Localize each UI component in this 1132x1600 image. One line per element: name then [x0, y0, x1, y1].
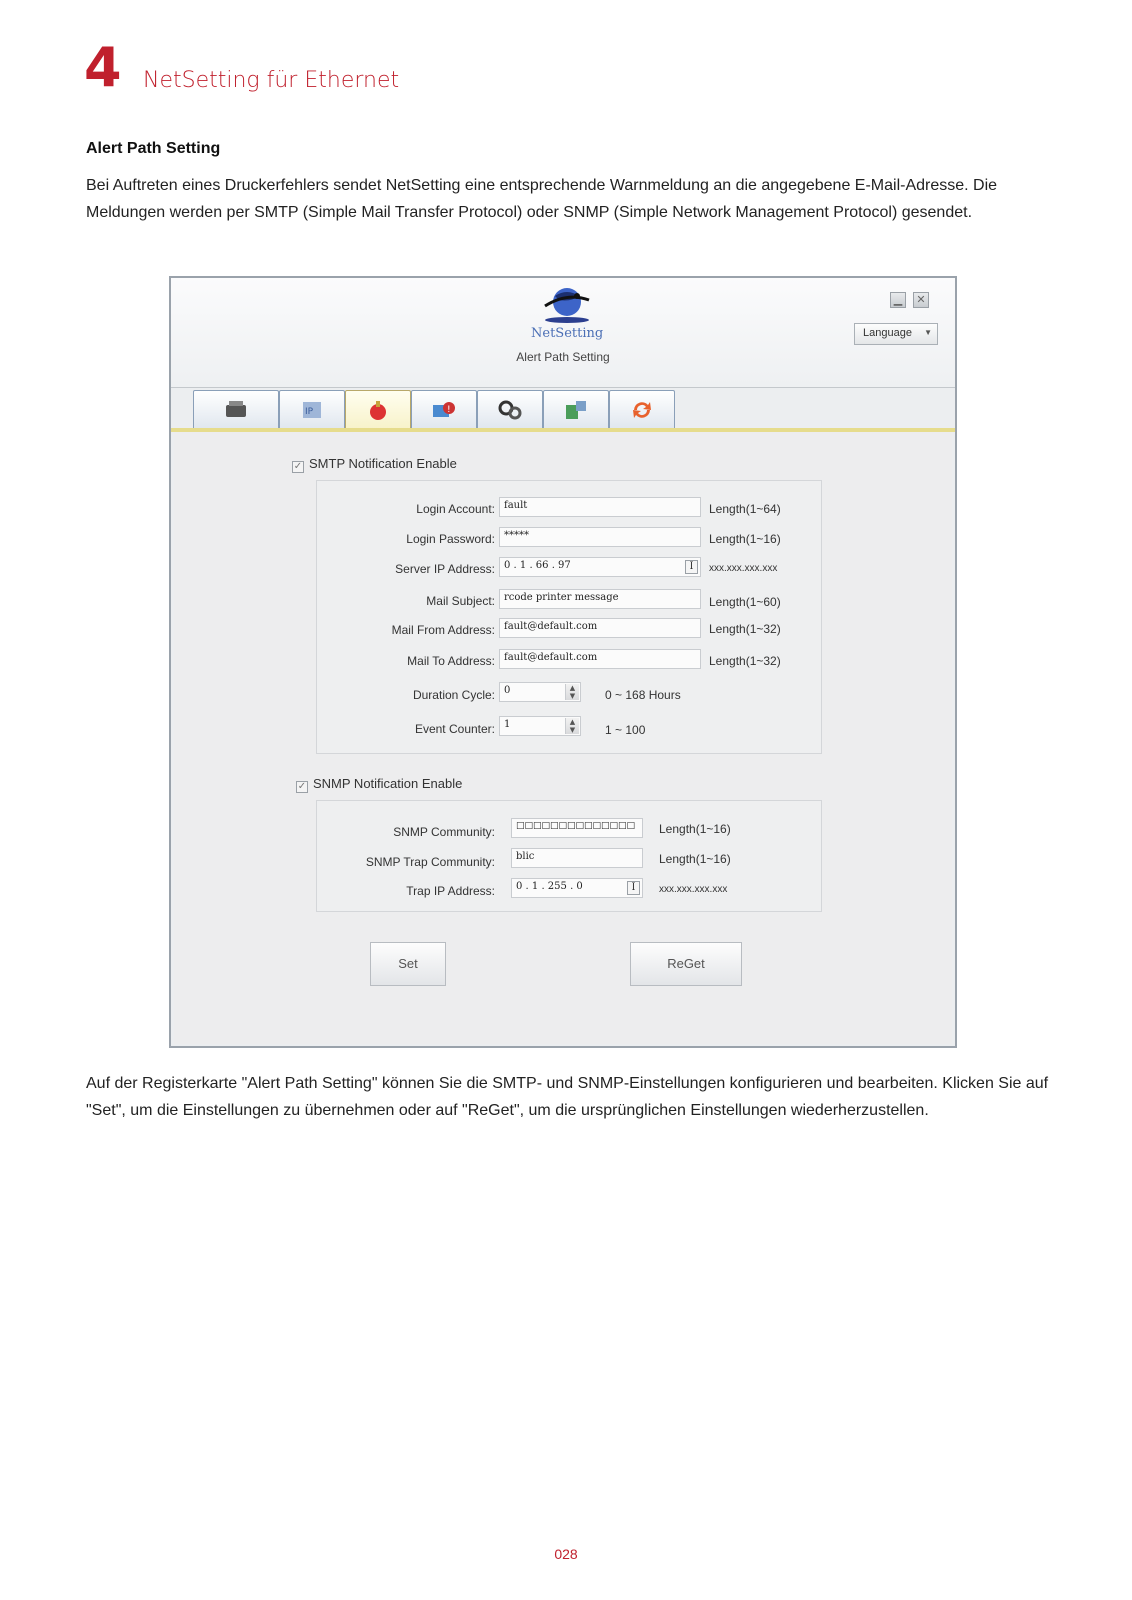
tab-wifi[interactable] [543, 390, 609, 430]
ip-setting-icon [300, 399, 324, 421]
section-title: Alert Path Setting [86, 140, 221, 157]
printer-icon [224, 399, 248, 421]
tab-configuration[interactable] [477, 390, 543, 430]
checkbox-checked-icon: ✓ [297, 781, 307, 792]
ip-cursor-icon[interactable]: I [685, 560, 698, 574]
svg-text:!: ! [447, 405, 451, 415]
svg-text:IP: IP [305, 407, 314, 417]
close-icon: ✕ [916, 294, 926, 306]
minimize-button[interactable] [890, 292, 906, 308]
event-counter-value: 1 [504, 719, 511, 730]
gear-icon [498, 399, 522, 421]
login-account-label: Login Account: [416, 502, 495, 516]
wifi-module-icon [564, 399, 588, 421]
snmp-trap-community-hint: Length(1~16) [659, 852, 731, 866]
tab-strip [171, 390, 955, 430]
login-password-hint: Length(1~16) [709, 532, 781, 546]
event-counter-label: Event Counter: [414, 722, 495, 736]
tab-alert[interactable] [345, 390, 411, 430]
duration-cycle-label: Duration Cycle: [412, 688, 495, 702]
chapter-number: 4 [84, 36, 122, 99]
chapter-title: NetSetting für Ethernet [143, 68, 400, 93]
mail-alert-icon [432, 399, 456, 421]
snmp-group [316, 800, 822, 912]
spinner-arrows-icon[interactable]: ▲ ▼ [565, 718, 579, 734]
tab-ip-setting[interactable] [279, 390, 345, 430]
set-button[interactable]: Set [370, 942, 446, 986]
alert-icon [366, 399, 390, 421]
mail-subject-input[interactable]: rcode printer message [499, 589, 701, 609]
snmp-community-label: SNMP Community: [393, 825, 495, 839]
language-label: Language [863, 327, 912, 339]
trap-ip-value: 0 . 1 . 255 . 0 [516, 881, 583, 892]
trap-ip-input[interactable] [511, 878, 643, 898]
refresh-icon [630, 399, 654, 421]
mail-to-hint: Length(1~32) [709, 654, 781, 668]
alert-path-panel [174, 432, 952, 1044]
server-ip-hint: xxx.xxx.xxx.xxx [709, 563, 778, 574]
outro-paragraph: Auf der Registerkarte "Alert Path Setting" können Sie die SMTP- und SNMP-Einstellungen konfigurieren und bearbeiten. Klicken Sie auf "Set", um die Einstellungen zu übernehmen oder auf "ReGet", um die ursprünglichen Einstellungen wiederherzustellen. [86, 1075, 1049, 1119]
mail-to-input[interactable]: fault@default.com [499, 649, 701, 669]
duration-cycle-value: 0 [504, 685, 511, 696]
intro-paragraph: Bei Auftreten eines Druckerfehlers sendet NetSetting eine entsprechende Warnmeldung an die angegebene E-Mail-Adresse. Die Meldungen werden per SMTP (Simple Mail Transfer Protocol) oder SNMP (Simple Network Management Protocol) gesendet. [86, 177, 998, 221]
login-account-hint: Length(1~64) [709, 502, 781, 516]
ip-cursor-icon[interactable]: I [627, 881, 640, 895]
login-account-input[interactable]: fault [499, 497, 701, 517]
login-password-label: Login Password: [406, 532, 495, 546]
mail-from-label: Mail From Address: [391, 623, 495, 637]
smtp-group [316, 480, 822, 754]
event-counter-hint: 1 ~ 100 [605, 723, 646, 737]
event-counter-stepper[interactable] [499, 716, 581, 736]
mail-subject-hint: Length(1~60) [709, 595, 781, 609]
snmp-enable-checkbox[interactable] [296, 776, 462, 793]
duration-cycle-hint: 0 ~ 168 Hours [605, 688, 681, 702]
duration-cycle-stepper[interactable] [499, 682, 581, 702]
snmp-community-input[interactable]: □□□□□□□□□□□□□□ [511, 818, 643, 838]
tab-mail-alert[interactable] [411, 390, 477, 430]
server-ip-input[interactable] [499, 557, 701, 577]
close-button[interactable] [913, 292, 929, 308]
smtp-enable-checkbox[interactable] [292, 456, 457, 473]
netsetting-globe-icon [537, 284, 597, 324]
login-password-input[interactable]: ***** [499, 527, 701, 547]
brand-name: NetSetting [531, 326, 604, 341]
snmp-trap-community-input[interactable]: blic [511, 848, 643, 868]
mail-from-hint: Length(1~32) [709, 622, 781, 636]
netsetting-window [169, 276, 957, 1048]
chevron-down-icon: ▼ [924, 328, 932, 337]
snmp-enable-label: SNMP Notification Enable [313, 776, 463, 791]
minimize-icon: ▁ [893, 294, 903, 306]
mail-to-label: Mail To Address: [407, 654, 495, 668]
trap-ip-label: Trap IP Address: [406, 884, 495, 898]
window-subtitle: Alert Path Setting [516, 350, 610, 364]
server-ip-value: 0 . 1 . 66 . 97 [504, 560, 571, 571]
spinner-arrows-icon[interactable]: ▲ ▼ [565, 684, 579, 700]
window-header [171, 278, 955, 388]
mail-from-input[interactable]: fault@default.com [499, 618, 701, 638]
reget-button[interactable]: ReGet [630, 942, 742, 986]
language-dropdown[interactable] [854, 323, 938, 345]
mail-subject-label: Mail Subject: [426, 594, 495, 608]
checkbox-checked-icon: ✓ [293, 461, 303, 472]
snmp-trap-community-label: SNMP Trap Community: [365, 855, 495, 869]
server-ip-label: Server IP Address: [395, 562, 495, 576]
smtp-enable-label: SMTP Notification Enable [309, 456, 457, 471]
page-number: 028 [554, 1546, 578, 1562]
snmp-community-hint: Length(1~16) [659, 822, 731, 836]
trap-ip-hint: xxx.xxx.xxx.xxx [659, 884, 728, 895]
tab-firmware-update[interactable] [609, 390, 675, 430]
tab-printer[interactable] [193, 390, 279, 430]
